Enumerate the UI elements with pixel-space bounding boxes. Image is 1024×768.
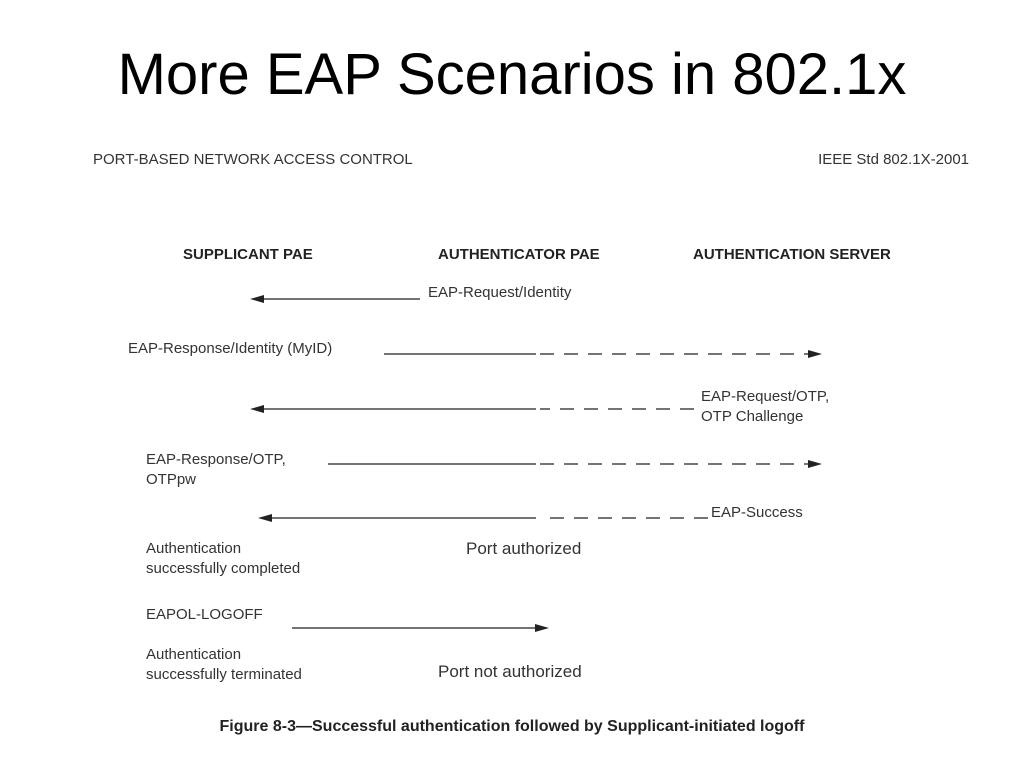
column-authentication-server: AUTHENTICATION SERVER bbox=[693, 246, 891, 263]
state-authentication-terminated bbox=[146, 645, 302, 685]
column-authenticator-pae: AUTHENTICATOR PAE bbox=[438, 246, 600, 263]
state-authentication-terminated-line1: Authentication bbox=[146, 646, 242, 663]
label-eap-response-identity: EAP-Response/Identity (MyID) bbox=[128, 340, 333, 357]
state-authentication-completed-line2: successfully completed bbox=[146, 560, 301, 577]
label-eap-request-otp bbox=[701, 387, 829, 427]
arrow-eap-success bbox=[258, 514, 708, 522]
label-eap-request-otp-line1: EAP-Request/OTP, bbox=[701, 388, 830, 405]
state-port-authorized: Port authorized bbox=[466, 539, 582, 558]
state-authentication-terminated-line2: successfully terminated bbox=[146, 666, 302, 683]
state-authentication-completed bbox=[146, 539, 300, 579]
label-eapol-logoff: EAPOL-LOGOFF bbox=[146, 606, 263, 623]
label-eap-response-otp-line1: EAP-Response/OTP, bbox=[146, 451, 286, 468]
doc-header-left: PORT-BASED NETWORK ACCESS CONTROL bbox=[93, 151, 413, 168]
label-eap-request-identity: EAP-Request/Identity bbox=[428, 284, 572, 301]
state-port-not-authorized: Port not authorized bbox=[438, 662, 582, 681]
figure-caption: Figure 8-3—Successful authentication followed by Supplicant-initiated logoff bbox=[219, 718, 805, 735]
state-authentication-completed-line1: Authentication bbox=[146, 540, 242, 557]
arrow-eap-request-otp bbox=[250, 405, 694, 413]
arrow-eapol-logoff bbox=[292, 624, 549, 632]
arrow-eap-response-identity bbox=[384, 350, 822, 358]
arrow-eap-response-otp bbox=[328, 460, 822, 468]
slide-title: More EAP Scenarios in 802.1x bbox=[117, 42, 907, 107]
label-eap-request-otp-line2: OTP Challenge bbox=[701, 408, 804, 425]
doc-header-right: IEEE Std 802.1X-2001 bbox=[818, 151, 969, 168]
arrow-eap-request-identity bbox=[250, 295, 420, 303]
label-eap-success: EAP-Success bbox=[711, 504, 803, 521]
label-eap-response-otp bbox=[146, 450, 286, 490]
label-eap-response-otp-line2: OTPpw bbox=[146, 471, 197, 488]
column-supplicant-pae: SUPPLICANT PAE bbox=[183, 246, 313, 263]
